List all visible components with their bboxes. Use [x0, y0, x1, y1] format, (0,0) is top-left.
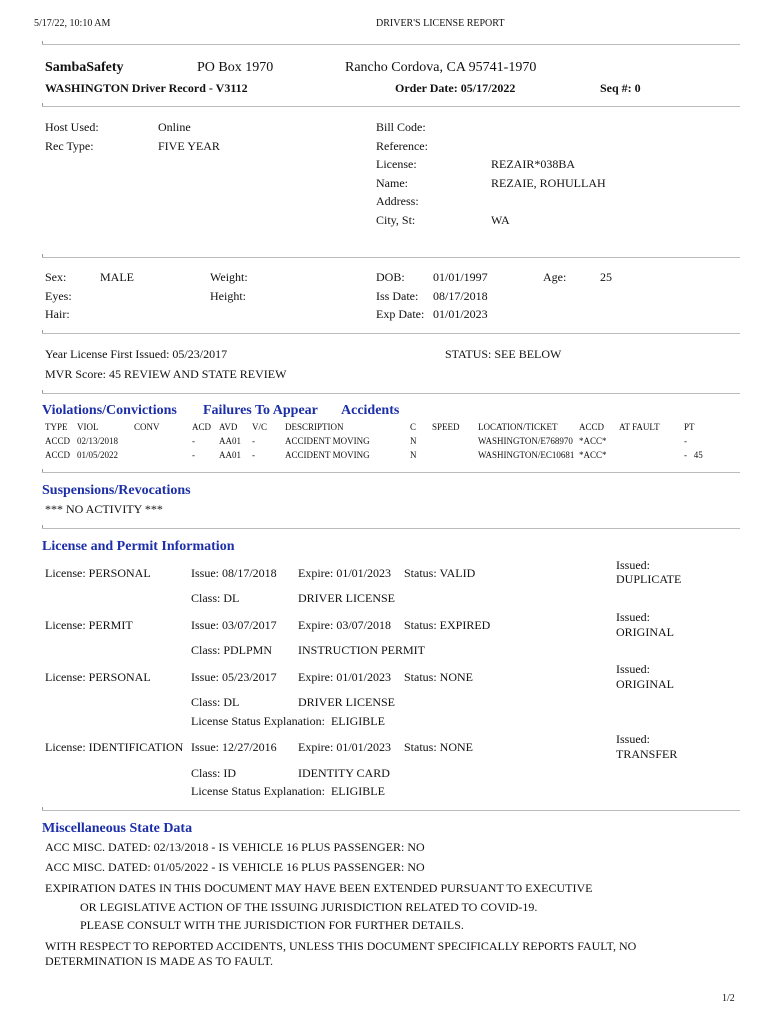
license-type: License: PERSONAL: [45, 566, 151, 580]
cell-vc: -: [252, 436, 255, 446]
license-issue: Issue: 05/23/2017: [191, 670, 277, 684]
col-header: ACCD: [579, 422, 605, 432]
cell-location: WASHINGTON/EC10681: [478, 450, 575, 460]
col-header: TYPE: [45, 422, 68, 432]
col-header: C: [410, 422, 417, 432]
license-label: License:: [376, 157, 417, 171]
misc-line: DETERMINATION IS MADE AS TO FAULT.: [45, 954, 274, 968]
divider: [42, 810, 740, 811]
issued-value: TRANSFER: [616, 747, 678, 761]
misc-line: ACC MISC. DATED: 02/13/2018 - IS VEHICLE 16 PLUS PASSENGER: NO: [45, 840, 425, 854]
misc-line: ACC MISC. DATED: 01/05/2022 - IS VEHICLE 16 PLUS PASSENGER: NO: [45, 860, 425, 874]
first-issued: Year License First Issued: 05/23/2017: [45, 347, 228, 361]
license-status: Status: NONE: [404, 670, 473, 684]
misc-line: WITH RESPECT TO REPORTED ACCIDENTS, UNLESS THIS DOCUMENT SPECIFICALLY REPORTS FAULT, NO: [45, 939, 637, 953]
cell-location: WASHINGTON/E768970: [478, 436, 573, 446]
license-status: Status: VALID: [404, 566, 476, 580]
print-title: DRIVER'S LICENSE REPORT: [376, 18, 505, 29]
license-type: License: IDENTIFICATION: [45, 740, 184, 754]
col-header: AVD: [219, 422, 238, 432]
city-label: City, St:: [376, 213, 416, 227]
license-issue: Issue: 08/17/2018: [191, 566, 277, 580]
cell-viol: 01/05/2022: [77, 450, 119, 460]
sex-value: MALE: [100, 270, 134, 284]
cell-pt: - 45: [684, 450, 703, 460]
misc-line: OR LEGISLATIVE ACTION OF THE ISSUING JURISDICTION RELATED TO COVID-19.: [80, 900, 538, 914]
col-header: V/C: [252, 422, 268, 432]
license-class-desc: INSTRUCTION PERMIT: [298, 643, 426, 657]
license-class: Class: ID: [191, 766, 236, 780]
host-value: Online: [158, 120, 191, 134]
cell-vc: -: [252, 450, 255, 460]
name-label: Name:: [376, 176, 408, 190]
license-type: License: PERMIT: [45, 618, 133, 632]
suspensions-heading: Suspensions/Revocations: [42, 483, 191, 498]
hair-label: Hair:: [45, 307, 70, 321]
height-label: Height:: [210, 289, 246, 303]
cell-c: N: [410, 436, 417, 446]
city-value: WA: [491, 213, 510, 227]
license-status: STATUS: SEE BELOW: [445, 347, 562, 361]
cell-acd: -: [192, 450, 195, 460]
divider: [42, 257, 740, 258]
sex-label: Sex:: [45, 270, 67, 284]
cell-acd: -: [192, 436, 195, 446]
dob-label: DOB:: [376, 270, 405, 284]
eyes-label: Eyes:: [45, 289, 72, 303]
license-class: Class: PDLPMN: [191, 643, 273, 657]
rec-type-value: FIVE YEAR: [158, 139, 220, 153]
name-value: REZAIE, ROHULLAH: [491, 176, 606, 190]
divider: [42, 472, 740, 473]
seq-number: Seq #: 0: [600, 81, 641, 95]
iss-date-label: Iss Date:: [376, 289, 419, 303]
col-header: ACD: [192, 422, 212, 432]
license-value: REZAIR*038BA: [491, 157, 575, 171]
cell-desc: ACCIDENT MOVING: [285, 436, 370, 446]
cell-accd: *ACC*: [579, 450, 607, 460]
misc-line: PLEASE CONSULT WITH THE JURISDICTION FOR FURTHER DETAILS.: [80, 918, 464, 932]
misc-line: EXPIRATION DATES IN THIS DOCUMENT MAY HAVE BEEN EXTENDED PURSUANT TO EXECUTIVE: [45, 881, 593, 895]
misc-heading: Miscellaneous State Data: [42, 821, 193, 836]
cell-type: ACCD: [45, 450, 71, 460]
divider: [42, 333, 740, 334]
address-label: Address:: [376, 194, 419, 208]
issued-label: Issued:: [616, 732, 650, 746]
bill-code-label: Bill Code:: [376, 120, 426, 134]
issued-label: Issued:: [616, 558, 650, 572]
age-label: Age:: [543, 270, 567, 284]
rec-type-label: Rec Type:: [45, 139, 94, 153]
issued-label: Issued:: [616, 610, 650, 624]
order-date: Order Date: 05/17/2022: [395, 81, 516, 95]
license-expire: Expire: 03/07/2018: [298, 618, 391, 632]
license-type: License: PERSONAL: [45, 670, 151, 684]
cell-type: ACCD: [45, 436, 71, 446]
license-permit-heading: License and Permit Information: [42, 539, 235, 554]
license-expire: Expire: 01/01/2023: [298, 670, 391, 684]
license-expire: Expire: 01/01/2023: [298, 740, 391, 754]
weight-label: Weight:: [210, 270, 248, 284]
divider: [42, 393, 740, 394]
record-type: WASHINGTON Driver Record - V3112: [45, 81, 248, 95]
issued-value: ORIGINAL: [616, 677, 674, 691]
host-label: Host Used:: [45, 120, 99, 134]
license-class: Class: DL: [191, 591, 240, 605]
print-timestamp: 5/17/22, 10:10 AM: [34, 18, 111, 29]
license-explanation: License Status Explanation: ELIGIBLE: [191, 784, 385, 798]
issued-label: Issued:: [616, 662, 650, 676]
col-header: VIOL: [77, 422, 99, 432]
license-class: Class: DL: [191, 695, 240, 709]
divider: [42, 44, 740, 45]
dob-value: 01/01/1997: [433, 270, 488, 284]
age-value: 25: [600, 270, 612, 284]
col-header: PT: [684, 422, 695, 432]
col-header: CONV: [134, 422, 160, 432]
page-number: 1/2: [722, 993, 735, 1004]
license-explanation: License Status Explanation: ELIGIBLE: [191, 714, 385, 728]
license-issue: Issue: 12/27/2016: [191, 740, 277, 754]
cell-accd: *ACC*: [579, 436, 607, 446]
license-class-desc: DRIVER LICENSE: [298, 695, 395, 709]
col-header: LOCATION/TICKET: [478, 422, 558, 432]
company-name: SambaSafety: [45, 60, 124, 75]
violations-heading: Violations/Convictions: [42, 403, 177, 418]
col-header: AT FAULT: [619, 422, 660, 432]
divider: [42, 106, 740, 107]
col-header: SPEED: [432, 422, 460, 432]
iss-date-value: 08/17/2018: [433, 289, 488, 303]
exp-date-value: 01/01/2023: [433, 307, 488, 321]
cell-avd: AA01: [219, 436, 241, 446]
license-status: Status: NONE: [404, 740, 473, 754]
accidents-heading: Accidents: [341, 403, 400, 418]
company-city: Rancho Cordova, CA 95741-1970: [345, 60, 537, 75]
license-issue: Issue: 03/07/2017: [191, 618, 277, 632]
failures-heading: Failures To Appear: [203, 403, 318, 418]
mvr-score: MVR Score: 45 REVIEW AND STATE REVIEW: [45, 367, 287, 381]
suspensions-text: *** NO ACTIVITY ***: [45, 502, 163, 516]
col-header: DESCRIPTION: [285, 422, 344, 432]
exp-date-label: Exp Date:: [376, 307, 425, 321]
divider: [42, 528, 740, 529]
company-po-box: PO Box 1970: [197, 60, 274, 75]
cell-avd: AA01: [219, 450, 241, 460]
reference-label: Reference:: [376, 139, 428, 153]
cell-c: N: [410, 450, 417, 460]
cell-pt: -: [684, 436, 687, 446]
cell-desc: ACCIDENT MOVING: [285, 450, 370, 460]
license-status: Status: EXPIRED: [404, 618, 491, 632]
issued-value: DUPLICATE: [616, 572, 682, 586]
cell-viol: 02/13/2018: [77, 436, 119, 446]
license-class-desc: IDENTITY CARD: [298, 766, 390, 780]
license-expire: Expire: 01/01/2023: [298, 566, 391, 580]
license-class-desc: DRIVER LICENSE: [298, 591, 395, 605]
issued-value: ORIGINAL: [616, 625, 674, 639]
